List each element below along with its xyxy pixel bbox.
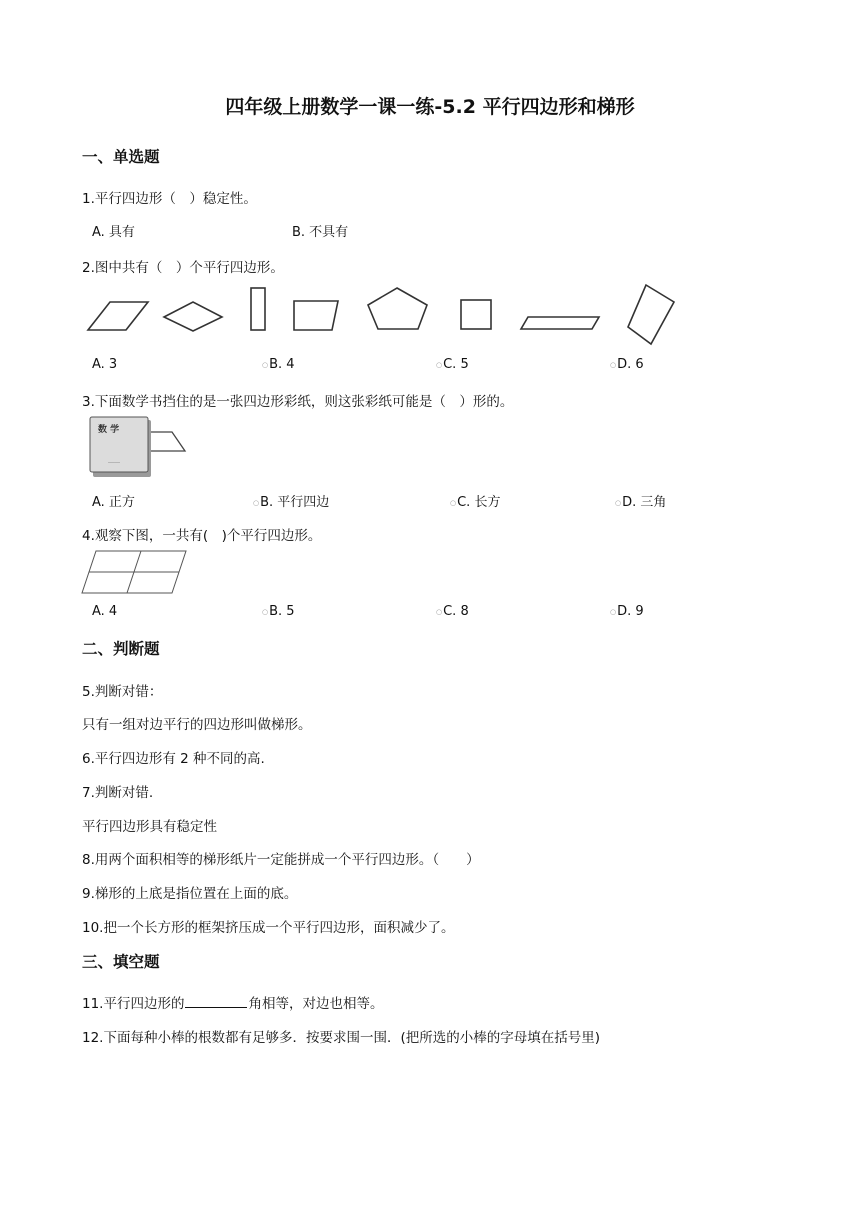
fill-blank[interactable] <box>185 995 247 1008</box>
question-4: 4.观察下图，一共有( )个平行四边形。 <box>82 528 322 544</box>
q4-option-d[interactable]: ○D. 9 <box>610 604 644 619</box>
q3-option-d[interactable]: ○D. 三角 <box>615 495 667 510</box>
book-dots: …… <box>108 458 120 465</box>
q1-option-a[interactable]: A. 具有 <box>92 225 135 240</box>
q3-option-b[interactable]: ○B. 平行四边 <box>253 495 330 510</box>
question-8: 8.用两个面积相等的梯形纸片一定能拼成一个平行四边形。（ ） <box>82 852 480 868</box>
question-7-statement: 平行四边形具有稳定性 <box>82 819 217 835</box>
section-heading-fill: 三、填空题 <box>82 953 160 971</box>
q4-option-c[interactable]: ○C. 8 <box>436 604 469 619</box>
section-heading-single-choice: 一、单选题 <box>82 148 160 166</box>
question-10: 10.把一个长方形的框架挤压成一个平行四边形，面积减少了。 <box>82 920 455 936</box>
q2-shapes-figure <box>80 282 690 348</box>
question-3: 3.下面数学书挡住的是一张四边形彩纸，则这张彩纸可能是（ ）形的。 <box>82 394 514 410</box>
shape-rhombus <box>164 302 222 331</box>
q4-parallelogram-grid <box>80 548 190 596</box>
question-1: 1.平行四边形（ ）稳定性。 <box>82 191 257 207</box>
q3-option-a[interactable]: A. 正方 <box>92 495 135 510</box>
question-11 <box>82 992 383 1012</box>
q1-option-b[interactable]: B. 不具有 <box>292 225 349 240</box>
q2-option-d[interactable]: ○D. 6 <box>610 357 644 372</box>
question-11-before: 11.平行四边形的 <box>82 996 185 1012</box>
q3-book-figure <box>88 416 188 480</box>
question-12: 12.下面每种小棒的根数都有足够多．按要求围一围．(把所选的小棒的字母填在括号里) <box>82 1030 601 1046</box>
q4-option-a[interactable]: A. 4 <box>92 604 118 619</box>
q2-option-c[interactable]: ○C. 5 <box>436 357 469 372</box>
q2-option-b[interactable]: ○B. 4 <box>262 357 295 372</box>
shape-trapezoid <box>294 301 338 330</box>
question-5-statement: 只有一组对边平行的四边形叫做梯形。 <box>82 717 312 733</box>
shape-square <box>461 300 491 329</box>
book-title: 数 学 <box>98 425 120 435</box>
q3-option-c[interactable]: ○C. 长方 <box>450 495 501 510</box>
shape-parallelogram-1 <box>88 302 148 330</box>
shape-tilted-rectangle <box>628 285 674 344</box>
question-11-after: 角相等，对边也相等。 <box>248 996 384 1012</box>
question-6: 6.平行四边形有 2 种不同的高. <box>82 751 265 767</box>
shape-pentagon <box>368 288 427 329</box>
question-2: 2.图中共有（ ）个平行四边形。 <box>82 260 284 276</box>
page-title: 四年级上册数学一课一练-5.2 平行四边形和梯形 <box>225 96 635 118</box>
question-5: 5.判断对错： <box>82 684 163 700</box>
shape-parallelogram-2 <box>521 317 599 329</box>
q4-option-b[interactable]: ○B. 5 <box>262 604 295 619</box>
q2-option-a[interactable]: A. 3 <box>92 357 118 372</box>
shape-thin-rectangle <box>251 288 265 330</box>
section-heading-judge: 二、判断题 <box>82 640 160 658</box>
question-9: 9.梯形的上底是指位置在上面的底。 <box>82 886 298 902</box>
question-7: 7.判断对错. <box>82 785 154 801</box>
